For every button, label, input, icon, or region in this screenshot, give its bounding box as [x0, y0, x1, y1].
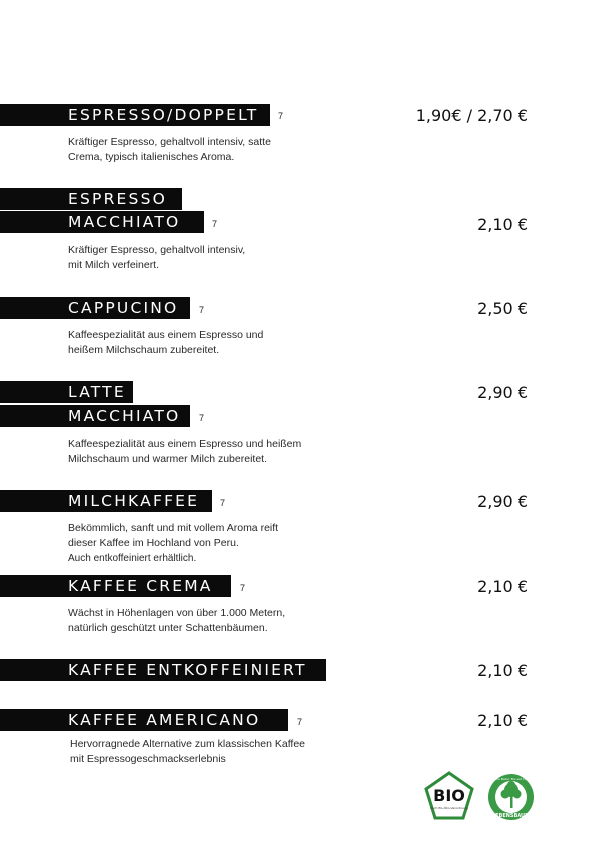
description-line: natürlich geschützt unter Schattenbäumen.	[68, 622, 268, 634]
price: 2,90 €	[477, 383, 528, 402]
price: 2,10 €	[477, 577, 528, 596]
description-line: Milchschaum und warmer Milch zubereitet.	[68, 453, 267, 465]
item-description	[68, 328, 368, 358]
description-line: Crema, typisch italienisches Aroma.	[68, 151, 235, 163]
item-name-bar: MACCHIATO	[0, 405, 190, 427]
item-description	[68, 437, 368, 467]
price: 1,90€ / 2,70 €	[415, 106, 528, 125]
item-description	[68, 521, 368, 566]
allergen-note: 7	[240, 583, 246, 593]
bio-seal-subtext: nach EG-Öko-Verordnung	[430, 806, 468, 810]
item-name-bar: ESPRESSO/DOPPELT	[0, 104, 270, 126]
allergen-note: 7	[212, 219, 218, 229]
item-name-bar: CAPPUCINO	[0, 297, 190, 319]
price: 2,10 €	[477, 661, 528, 680]
allergen-note: 7	[199, 413, 205, 423]
price: 2,90 €	[477, 492, 528, 511]
item-name-bar: KAFFEE CREMA	[0, 575, 231, 597]
description-line: Kaffeespezialität aus einem Espresso und	[68, 329, 264, 341]
description-line: dieser Kaffee im Hochland von Peru.	[68, 537, 239, 549]
description-line: heißem Milchschaum zubereitet.	[68, 344, 220, 356]
item-name-bar: LATTE	[0, 381, 133, 403]
price: 2,50 €	[477, 299, 528, 318]
bio-seal-text: BIO	[433, 786, 465, 805]
allergen-note: 7	[199, 305, 205, 315]
item-description	[68, 606, 368, 636]
item-name-bar: MILCHKAFFEE	[0, 490, 212, 512]
description-line: Auch entkoffeiniert erhältlich.	[68, 553, 197, 564]
item-name-bar: KAFFEE AMERICANO	[0, 709, 288, 731]
description-line: Wächst in Höhenlagen von über 1.000 Metern,	[68, 607, 286, 619]
item-name-bar: KAFFEE ENTKOFFEINIERT	[0, 659, 326, 681]
item-name-bar: ESPRESSO	[0, 188, 182, 210]
price: 2,10 €	[477, 215, 528, 234]
item-description	[68, 135, 368, 165]
allergen-note: 7	[278, 111, 284, 121]
lebensbaum-top-text: Reine Natur. Bio seit 1979	[491, 777, 531, 781]
description-line: Kräftiger Espresso, gehaltvoll intensiv, satte	[68, 136, 271, 148]
bio-seal-logo	[423, 771, 475, 821]
description-line: mit Milch verfeinert.	[68, 259, 160, 271]
description-line: Hervorragnede Alternative zum klassischen Kaffee	[70, 738, 306, 750]
item-description	[70, 737, 390, 767]
description-line: Bekömmlich, sanft und mit vollem Aroma reift	[68, 522, 279, 534]
allergen-note: 7	[220, 498, 226, 508]
description-line: Kräftiger Espresso, gehaltvoll intensiv,	[68, 244, 246, 256]
item-description	[68, 243, 368, 273]
item-name-bar: MACCHIATO	[0, 211, 204, 233]
allergen-note: 7	[297, 717, 303, 727]
lebensbaum-logo	[486, 772, 536, 822]
description-line: mit Espressogeschmackserlebnis	[70, 753, 226, 765]
description-line: Kaffeespezialität aus einem Espresso und heißem	[68, 438, 302, 450]
price: 2,10 €	[477, 711, 528, 730]
lebensbaum-text: LEBENSBAUM	[491, 813, 531, 819]
